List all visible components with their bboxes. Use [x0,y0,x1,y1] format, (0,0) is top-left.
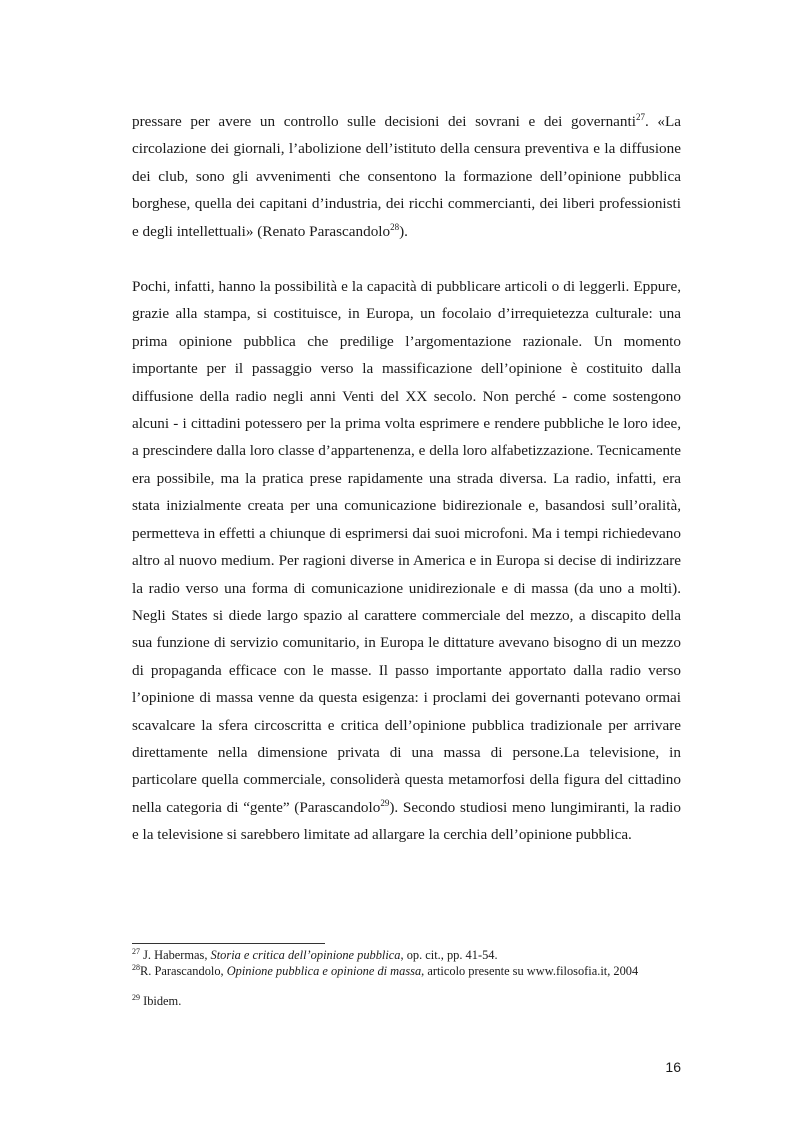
footnote-ref-28[interactable]: 28 [390,221,400,232]
paragraph-text: ). Secondo studiosi meno lungimiranti, la radio e la televisione si sarebbero limitate ad allargare la cerchia dell’opinione pubblica. [132,798,681,844]
footnote-text: Ibidem. [140,994,182,1008]
footnote-text: , op. cit., pp. 41-54. [400,948,498,962]
footnote-ref-29[interactable]: 29 [380,797,390,808]
footnote-text: , articolo presente su www.filosofia.it, 2004 [421,964,639,978]
footnote-title: Storia e critica dell’opinione pubblica [210,948,401,962]
footnote-title: Opinione pubblica e opinione di massa [226,964,422,978]
document-body [132,108,681,849]
footnote-number: 27 [132,947,140,956]
footnote-text: R. Parascandolo, [140,964,227,978]
footnote-separator [132,943,325,944]
footnote-number: 28 [132,963,140,972]
page-number: 16 [665,1059,681,1075]
paragraph-2 [132,273,681,849]
paragraph-text: pressare per avere un controllo sulle decisioni dei sovrani e dei governanti [132,113,636,130]
footnote-ref-27[interactable]: 27 [635,112,645,122]
footnote-text: J. Habermas, [140,948,211,962]
paragraph-text: . «La circolazione dei giornali, l’abolizione dell’istituto della censura preventiva e la diffusione dei club, sono gli avvenimenti che consentono la formazione dell’opinione pubblica borghese, quella dei capitani d’industria, dei ricchi commercianti, dei liberi professionisti e degli intellettuali» (Renato Parascandolo [132,113,681,240]
footnotes [132,947,692,1009]
paragraph-1 [132,108,681,245]
footnote-28 [132,963,692,979]
footnote-number: 29 [132,993,140,1002]
paragraph-text: ). [399,222,408,240]
footnote-27 [132,947,692,963]
footnote-29 [132,993,692,1009]
paragraph-text: Pochi, infatti, hanno la possibilità e la capacità di pubblicare articoli o di leggerli. Eppure, grazie alla stampa, si costituisce, in Europa, un focolaio d’irrequietezza culturale: una prima opinione pubblica che predilige l’argomentazione razionale. Un momento importante per il passaggio verso la massificazione dell’opinione è costituito dalla diffusione della radio negli anni Venti del XX secolo. Non perché - come sostengono alcuni - i cittadini potessero per la prima volta esprimere e rendere pubbliche le loro idee, a prescindere dalla loro classe d’appartenenza, e della loro alfabetizzazione. Tecnicamente era possibile, ma la pratica prese rapidamente una strada diversa. La radio, infatti, era stata inizialmente creata per una comunicazione bidirezionale e, basandosi sull’oralità, permetteva in effetti a chiunque di esprimersi dai suoi microfoni. Ma i tempi richiedevano altro al nuovo medium. Per ragioni diverse in America e in Europa si decise di indirizzare la radio verso una forma di comunicazione unidirezionale e di massa (da uno a molti). Negli States si diede largo spazio al carattere commerciale del mezzo, a discapito della sua funzione di servizio comunitario, in Europa le dittature avevano bisogno di un mezzo di propaganda efficace con le masse. Il passo importante apportato dalla radio verso l’opinione di massa venne da questa esigenza: i proclami dei governanti potevano ormai scavalcare la sfera circoscritta e critica dell’opinione pubblica tradizionale per arrivare direttamente nella dimensione privata di una massa di persone.La televisione, in particolare quella commerciale, consoliderà questa metamorfosi della figura del cittadino nella categoria di “gente” (Parascandolo [132,278,681,816]
